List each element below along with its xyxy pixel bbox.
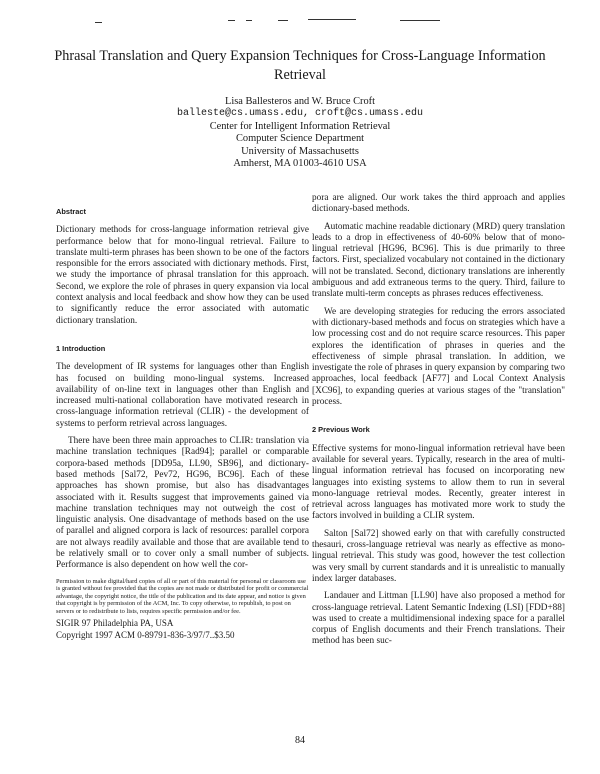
page-number: 84 [295, 735, 305, 746]
author-block [100, 96, 500, 170]
body-paragraph: pora are aligned. Our work takes the third approach and applies dictionary-based methods. [312, 193, 565, 215]
author-emails: balleste@cs.umass.edu, croft@cs.umass.edu [176, 108, 424, 120]
scan-mark [400, 20, 440, 21]
affiliation-location: Amherst, MA 01003-4610 USA [233, 158, 367, 170]
scan-mark [278, 20, 288, 21]
left-column [56, 206, 309, 640]
scan-mark [308, 19, 356, 20]
body-paragraph: We are developing strategies for reducing the errors associated with dictionary-based methods and focus on strategies which have a low processing cost and do not require scarce resources. This paper explores the identification of phrases in queries and the effectiveness of simple phrasal translation. In addition, we investigate the role of phrases in query expansion by comparing two approaches, local feedback [AF77] and Local Context Analysis [XC96], to expanding queries at various stages of the "translation" process. [312, 306, 565, 408]
venue-line: SIGIR 97 Philadelphia PA, USA [56, 617, 174, 628]
scan-mark [246, 20, 252, 21]
scan-mark [95, 22, 102, 23]
affiliation-university: University of Massachusetts [241, 145, 359, 157]
copyright-line: Copyright 1997 ACM 0-89791-836-3/97/7..$3.50 [56, 629, 235, 640]
section-heading-introduction: 1 Introduction [56, 343, 106, 353]
introduction-paragraph: There have been three main approaches to CLIR: translation via machine translation techniques [Rad94]; parallel or comparable corpora-based methods [DD95a, LL90, SB96], and dictionary-based methods [Sal72, Pev72, HG96, BC96]. Each of these approaches has shown promise, but also has disadvantages associated with it. Results suggest that improvements gained via machine translation techniques may not outweigh the cost of linguistic analysis. One disadvantage of methods based on the use of parallel and aligned corpora is lack of resources: parallel corpora are not always readily available and those that are available tend to be relatively small or to cover only a small number of subjects. Performance is also dependent on how well the cor- [56, 436, 309, 571]
abstract-text: Dictionary methods for cross-language information retrieval give performance below that for mono-lingual retrieval. Failure to translate multi-term phrases has been shown to be one of the factors responsible for the errors associated with dictionary methods. First, we study the importance of phrasal translation for this approach. Second, we explore the role of phrases in query expansion via local context analysis and local feedback and show how they can be used to significantly reduce the error associated with automatic dictionary translation. [56, 225, 309, 326]
affiliation-department: Computer Science Department [235, 133, 365, 145]
scan-mark [228, 20, 235, 21]
section-heading-previous-work: 2 Previous Work [312, 425, 370, 435]
body-paragraph: Effective systems for mono-lingual information retrieval have been available for several years. Typically, research in the area of multi-lingual information retrieval has focused on incorporating new languages into existing systems to allow them to run in several mono-language retrieval modes. Recently, greater interest in retrieval across languages has motivated more work to study the factors involved in building a CLIR system. [312, 443, 565, 522]
right-column [312, 193, 565, 654]
body-paragraph: Automatic machine readable dictionary (MRD) query translation leads to a drop in effectiveness of 40-60% below that of mono-lingual retrieval [HG96, BC96]. This is due primarily to three factors. First, specialized vocabulary not contained in the dictionary will not be translated. Second, dictionary translations are inherently ambiguous and add extraneous terms to the query. Third, failure to translate multi-term concepts as phrases reduces effectiveness. [312, 221, 565, 300]
permission-footnote: Permission to make digital/hard copies of all or part of this material for personal or classroom use is granted without fee provided that the copies are not made or distributed for profit or commercial advantage, the copyright notice, the title of the publication and its date appear, and notice is given that copyright is by permission of the ACM, Inc. To copy otherwise, to republish, to post on servers or to redistribute to lists, requires specific permission and/or fee. [56, 577, 309, 615]
abstract-heading: Abstract [56, 207, 86, 216]
introduction-paragraph: The development of IR systems for languages other than English has focused on building mono-lingual systems. Increased availability of on-line text in languages other than English and increased multi-national collaboration have motivated research in cross-language information retrieval (CLIR) - the development of systems to perform retrieval across languages. [56, 362, 309, 429]
body-paragraph: Salton [Sal72] showed early on that with carefully constructed thesauri, cross-language retrieval was nearly as effective as mono-lingual retrieval. This study was good, however the test collection was very small by current standards and it is unrealistic to manually index larger databases. [312, 528, 565, 584]
affiliation-center: Center for Intelligent Information Retrieval [209, 120, 391, 132]
body-paragraph: Landauer and Littman [LL90] have also proposed a method for cross-language retrieval. Latent Semantic Indexing (LSI) [FDD+88] was used to create a multidimensional indexing space for a parallel corpus of English documents and their French translations. Their method has been suc- [312, 591, 565, 647]
author-names: Lisa Ballesteros and W. Bruce Croft [224, 96, 376, 107]
paper-title: Phrasal Translation and Query Expansion Techniques for Cross-Language Information Retrieval [54, 48, 546, 83]
